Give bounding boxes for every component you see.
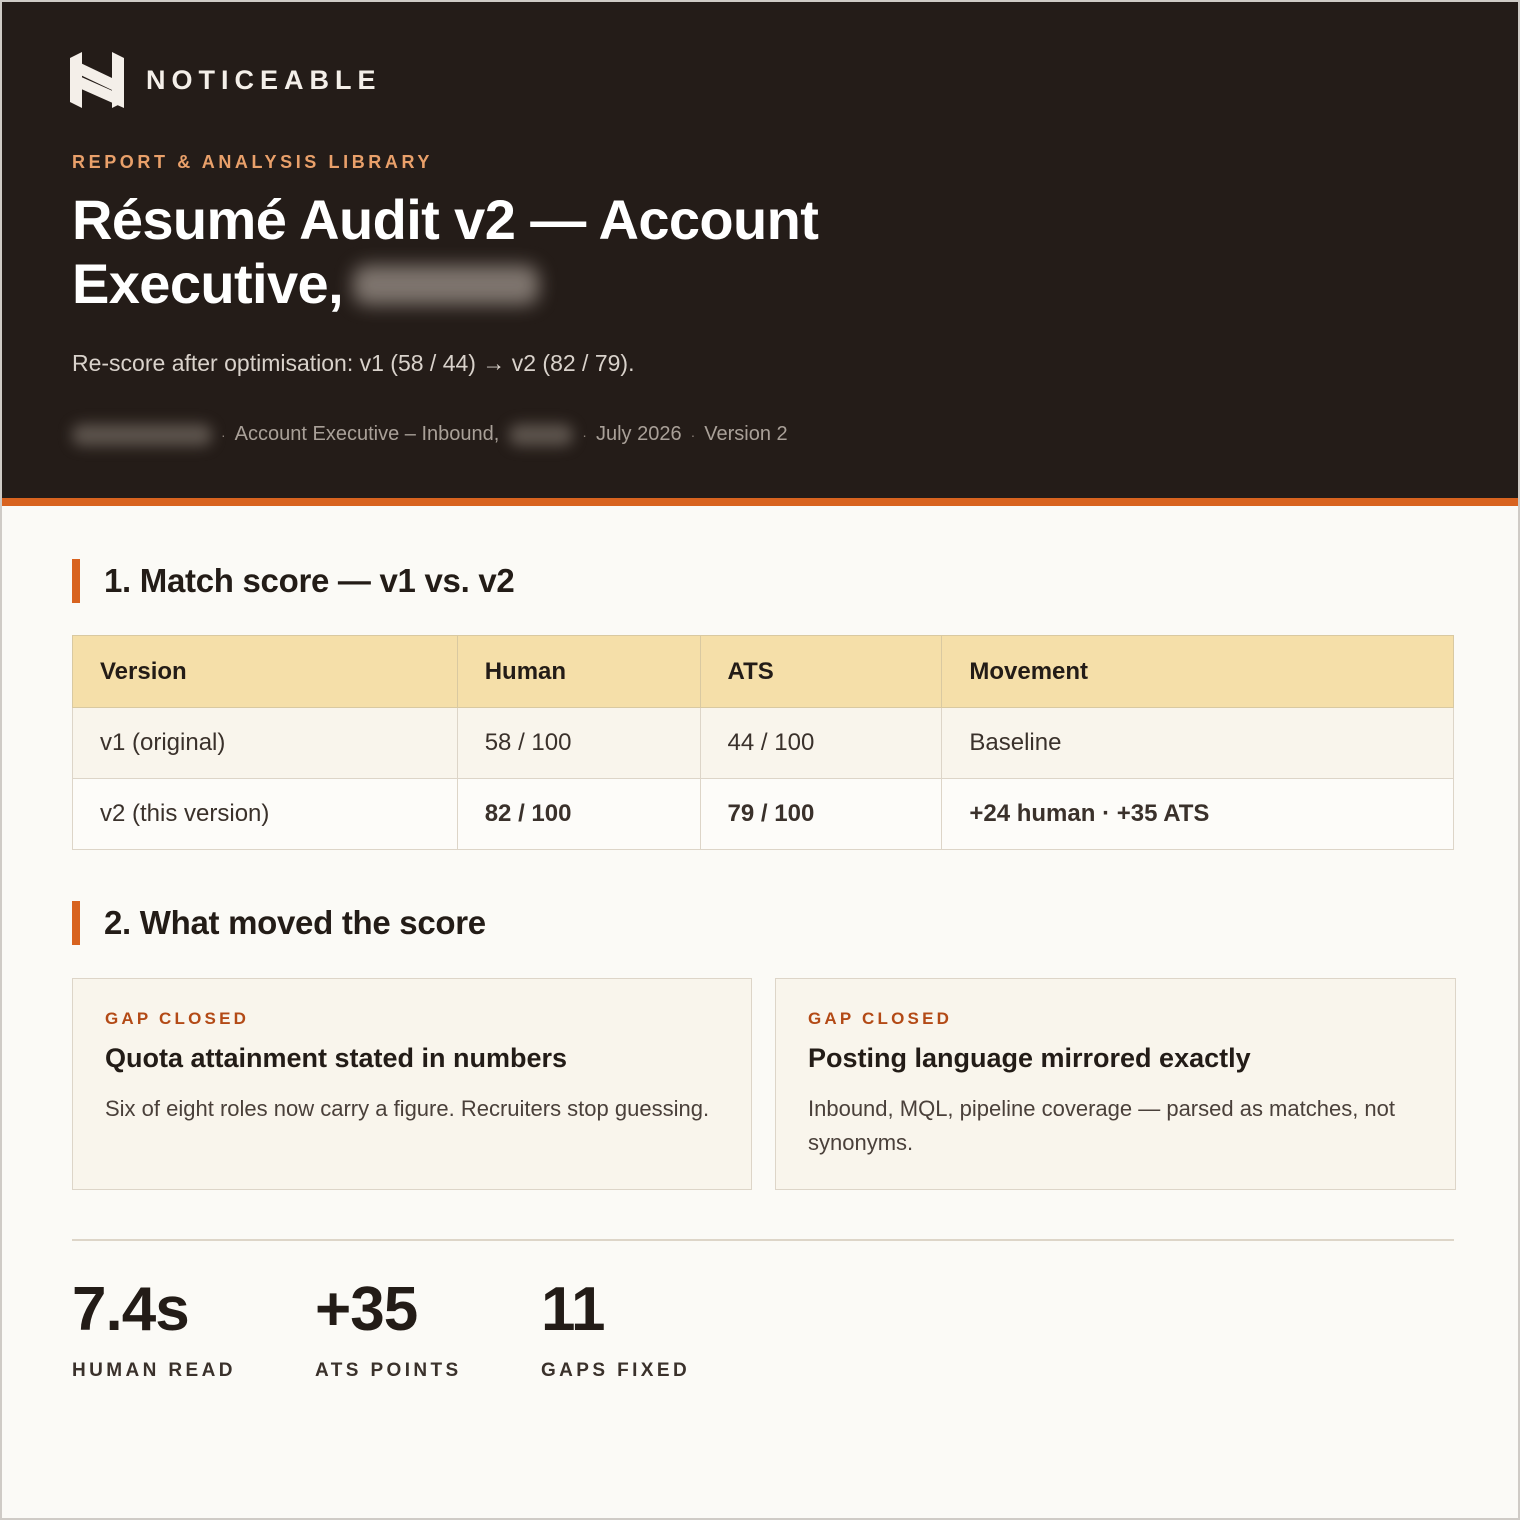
gap-card-body: Six of eight roles now carry a figure. Recruiters stop guessing. bbox=[105, 1096, 710, 1121]
column-header-movement: Movement bbox=[942, 636, 1454, 708]
report-title-text: Résumé Audit v2 — Account Executive, bbox=[72, 188, 819, 315]
stat-label: HUMAN READ bbox=[72, 1360, 236, 1381]
section-heading-match-score bbox=[72, 559, 514, 603]
meta-separator: · bbox=[582, 426, 587, 443]
gap-card-title: Posting language mirrored exactly bbox=[808, 1043, 1251, 1073]
stat-ats-points bbox=[315, 1274, 462, 1382]
cell-ats: 44 / 100 bbox=[700, 708, 942, 779]
gap-card-body: Inbound, MQL, pipeline coverage — parsed as matches, not synonyms. bbox=[808, 1096, 1396, 1155]
section-heading-what-moved bbox=[72, 901, 486, 945]
cell-movement: Baseline bbox=[942, 708, 1454, 779]
report-header bbox=[2, 2, 1518, 506]
gap-card-tag: GAP CLOSED bbox=[105, 1009, 250, 1028]
report-category: REPORT & ANALYSIS LIBRARY bbox=[72, 152, 434, 172]
cell-version: v2 (this version) bbox=[73, 779, 458, 850]
gap-card bbox=[775, 978, 1456, 1190]
table-header-row bbox=[73, 636, 1454, 708]
stat-value: 11 bbox=[541, 1275, 605, 1344]
cell-version: v1 (original) bbox=[73, 708, 458, 779]
stat-label: GAPS FIXED bbox=[541, 1360, 691, 1381]
table-row bbox=[73, 708, 1454, 779]
section-accent-bar bbox=[72, 901, 80, 945]
column-header-human: Human bbox=[457, 636, 700, 708]
gap-card-title: Quota attainment stated in numbers bbox=[105, 1043, 568, 1073]
brand[interactable] bbox=[70, 52, 382, 108]
meta-version: Version 2 bbox=[704, 423, 788, 445]
cell-movement: +24 human · +35 ATS bbox=[942, 779, 1454, 850]
meta-date: July 2026 bbox=[595, 423, 682, 445]
meta-separator: · bbox=[690, 426, 696, 443]
stat-value: 7.4s bbox=[72, 1275, 189, 1344]
report-subtitle: Re-score after optimisation: v1 (58 / 44) → v2 (82 / 79). bbox=[72, 350, 635, 376]
section-title: 1. Match score — v1 vs. v2 bbox=[104, 562, 515, 599]
redacted-company bbox=[353, 265, 539, 305]
section-accent-bar bbox=[72, 559, 80, 603]
report-title bbox=[72, 188, 952, 316]
noticeable-logo-icon bbox=[70, 52, 124, 108]
match-score-table bbox=[72, 635, 1454, 850]
gap-card-tag: GAP CLOSED bbox=[808, 1009, 953, 1028]
report-meta bbox=[72, 423, 788, 446]
stat-label: ATS POINTS bbox=[315, 1360, 462, 1381]
cell-ats: 79 / 100 bbox=[700, 779, 942, 850]
stat-value: +35 bbox=[315, 1275, 418, 1344]
stat-human-read bbox=[72, 1274, 236, 1382]
column-header-ats: ATS bbox=[700, 636, 942, 708]
gap-card bbox=[72, 978, 752, 1190]
meta-role: Account Executive – Inbound, bbox=[234, 423, 500, 445]
redacted-company-meta bbox=[509, 424, 573, 446]
meta-separator: · bbox=[221, 426, 226, 443]
cell-human: 58 / 100 bbox=[457, 708, 700, 779]
cell-human: 82 / 100 bbox=[457, 779, 700, 850]
stat-gaps-fixed bbox=[541, 1274, 690, 1382]
divider bbox=[72, 1239, 1454, 1241]
section-title: 2. What moved the score bbox=[104, 904, 486, 941]
redacted-name bbox=[72, 424, 212, 446]
column-header-version: Version bbox=[73, 636, 458, 708]
brand-name: NOTICEABLE bbox=[146, 64, 382, 95]
table-row bbox=[73, 779, 1454, 850]
